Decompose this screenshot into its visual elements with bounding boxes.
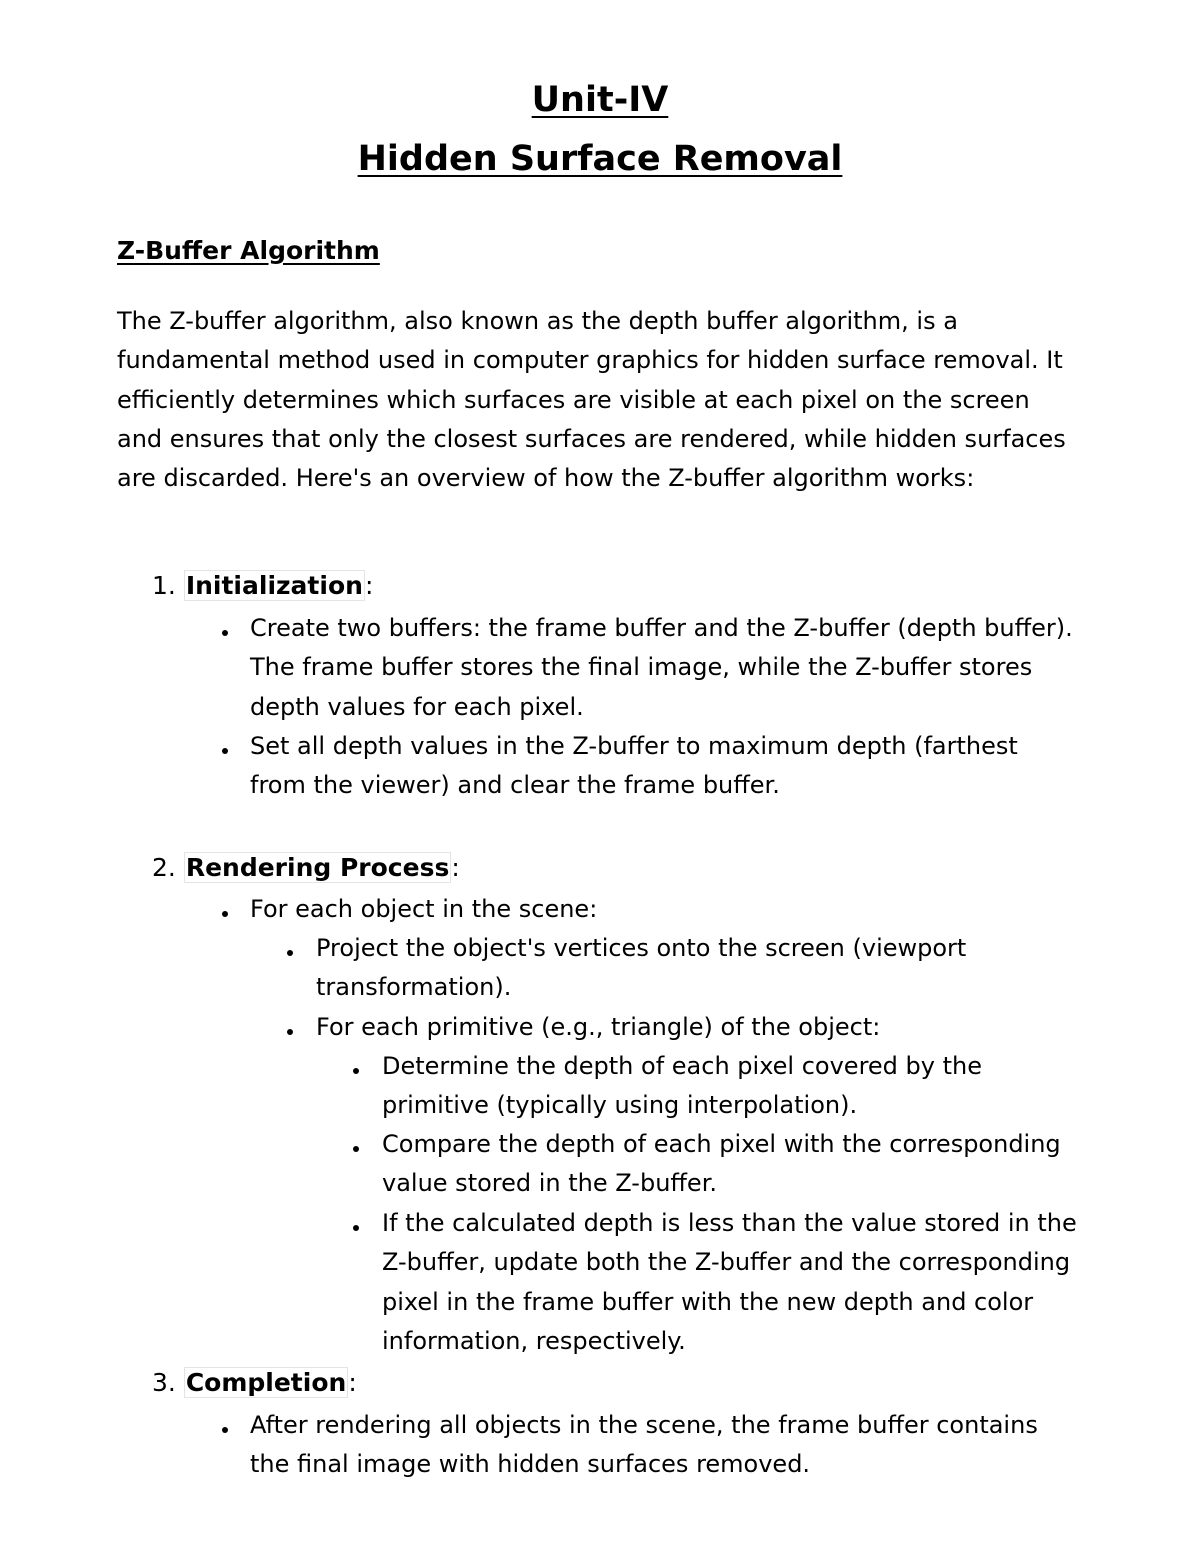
bullet-icon bbox=[287, 950, 293, 956]
bullet-icon bbox=[222, 748, 228, 754]
step-label: Rendering Process bbox=[185, 853, 450, 882]
bullet-icon bbox=[287, 1029, 293, 1035]
list-item: Compare the depth of each pixel with the corresponding value stored in the Z-buffer. bbox=[382, 1130, 1061, 1198]
step-colon: : bbox=[451, 853, 460, 882]
intro-paragraph: The Z-buffer algorithm, also known as the depth buffer algorithm, is a fundamental method used in computer graphics for hidden surface removal. It efficiently determines which surfaces are visible at each pixel on the screen and ensures that only the closest surfaces are rendered, while hidden surfaces are discarded. Here's an overview of how the Z-buffer algorithm works: bbox=[117, 307, 1066, 493]
step-label: Initialization bbox=[185, 571, 363, 600]
step-colon: : bbox=[364, 571, 374, 600]
bullet-icon bbox=[353, 1146, 359, 1152]
bullet-icon bbox=[222, 630, 228, 636]
list-item: After rendering all objects in the scene, the frame buffer contains the final image with hidden surfaces removed. bbox=[250, 1411, 1038, 1479]
step-colon: : bbox=[348, 1368, 357, 1397]
list-item: Project the object's vertices onto the screen (viewport transformation). bbox=[316, 934, 967, 1002]
section-heading: Z-Buffer Algorithm bbox=[117, 236, 380, 265]
step-number: 2. bbox=[152, 853, 176, 882]
step-number: 1. bbox=[152, 571, 176, 600]
list-item: Create two buffers: the frame buffer and the Z-buffer (depth buffer). The frame buffer stores the final image, while the Z-buffer stores depth values for each pixel. bbox=[250, 614, 1073, 721]
bullet-icon bbox=[222, 1427, 228, 1433]
step-number: 3. bbox=[152, 1368, 176, 1397]
list-item: For each object in the scene: bbox=[250, 895, 598, 923]
list-item: If the calculated depth is less than the value stored in the Z-buffer, update both the Z-buffer and the corresponding pixel in the frame buffer with the new depth and color information, respectively. bbox=[382, 1209, 1077, 1355]
unit-title: Unit-IV bbox=[531, 80, 669, 120]
step-rendering-process bbox=[152, 848, 460, 887]
step-completion bbox=[152, 1363, 357, 1402]
step-label: Completion bbox=[185, 1368, 347, 1397]
bullet-icon bbox=[353, 1068, 359, 1074]
step-initialization bbox=[152, 566, 373, 605]
bullet-icon bbox=[353, 1225, 359, 1231]
list-item: Determine the depth of each pixel covered by the primitive (typically using interpolation). bbox=[382, 1052, 982, 1120]
list-item: Set all depth values in the Z-buffer to maximum depth (farthest from the viewer) and clear the frame buffer. bbox=[250, 732, 1018, 800]
topic-title: Hidden Surface Removal bbox=[357, 139, 843, 179]
list-item: For each primitive (e.g., triangle) of the object: bbox=[316, 1013, 881, 1041]
bullet-icon bbox=[222, 911, 228, 917]
